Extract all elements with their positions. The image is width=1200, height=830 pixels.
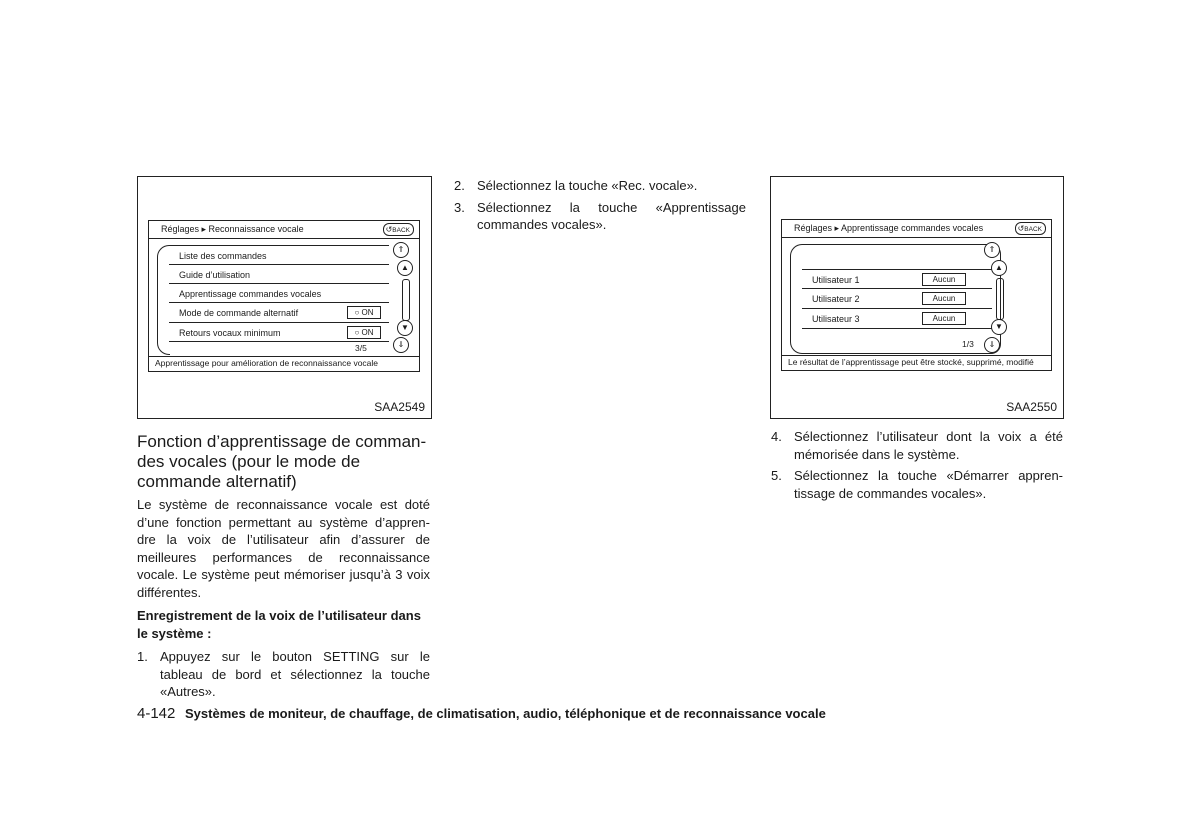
figure-code: SAA2549 <box>374 400 425 414</box>
page-footer <box>137 705 826 722</box>
list-item[interactable]: Utilisateur 3 Aucun <box>802 309 992 329</box>
toggle-on[interactable]: ○ ON <box>347 326 381 339</box>
subheading: Enregistrement de la voix de l’utilisateur dans le système : <box>137 608 421 641</box>
step-item: 2. Sélectionnez la touche «Rec. vocale». <box>454 178 698 193</box>
user-status: Aucun <box>922 273 966 286</box>
list-item[interactable]: Utilisateur 2 Aucun <box>802 289 992 309</box>
screen-footer: Le résultat de l’apprentissage peut être stocké, supprimé, modifié <box>782 355 1051 370</box>
screen-header <box>149 221 419 239</box>
back-arrow-icon: ↺ <box>1017 224 1025 233</box>
section-heading: Fonction d’apprentissage de comman- des vocales (pour le mode de commande alternatif) <box>137 432 427 491</box>
indicator-icon: ○ <box>354 308 360 317</box>
page-up-icon[interactable]: ⇑ <box>393 242 409 258</box>
list-item[interactable]: Liste des commandes <box>169 245 389 265</box>
scroll-up-icon[interactable]: ▲ <box>991 260 1007 276</box>
list-item[interactable]: Retours vocaux minimum ○ ON <box>169 323 389 342</box>
page-indicator: 1/3 <box>962 339 974 349</box>
scrollbar[interactable] <box>996 278 1004 320</box>
indicator-icon: ○ <box>354 328 360 337</box>
steps-list <box>771 428 1063 502</box>
list-item[interactable]: Mode de commande alternatif ○ ON <box>169 303 389 323</box>
scroll-up-icon[interactable]: ▲ <box>397 260 413 276</box>
steps-list <box>454 177 746 234</box>
step-item: 4. Sélectionnez l’utilisateur dont la voix a été mémorisée dans le système. <box>771 429 1063 462</box>
scroll-down-icon[interactable]: ▼ <box>991 319 1007 335</box>
figure-code: SAA2550 <box>1006 400 1057 414</box>
scrollbar[interactable] <box>402 279 410 321</box>
page-down-icon[interactable]: ⇓ <box>984 337 1000 353</box>
page-number: 4-142 <box>137 705 176 722</box>
screen-display <box>148 220 420 372</box>
middle-column <box>454 177 746 238</box>
page-indicator: 3/5 <box>355 343 367 353</box>
back-button[interactable]: ↺BACK <box>1015 222 1046 235</box>
back-button[interactable]: ↺BACK <box>383 223 414 236</box>
toggle-on[interactable]: ○ ON <box>347 306 381 319</box>
figure-voice-training <box>770 176 1064 419</box>
list-item[interactable]: Guide d’utilisation <box>169 265 389 284</box>
menu-list <box>169 245 389 353</box>
screen-display <box>781 219 1052 371</box>
step-item: 1. Appuyez sur le bouton SETTING sur le tableau de bord et sélectionnez la touche «Autres». <box>137 649 430 699</box>
screen-title: Réglages ▸ Reconnaissance vocale <box>161 224 304 234</box>
user-list <box>802 244 1001 354</box>
right-column <box>771 428 1063 506</box>
page-down-icon[interactable]: ⇓ <box>393 337 409 353</box>
back-arrow-icon: ↺ <box>385 225 393 234</box>
step-item: 5. Sélectionnez la touche «Démarrer appren-tissage de commandes vocales». <box>771 468 1063 501</box>
screen-title: Réglages ▸ Apprentissage commandes vocales <box>794 223 984 233</box>
steps-list <box>137 648 430 701</box>
user-status: Aucun <box>922 312 966 325</box>
step-item: 3. Sélectionnez la touche «Apprentissage commandes vocales». <box>454 199 746 232</box>
screen-header <box>782 220 1051 238</box>
figure-voice-recognition-settings <box>137 176 432 419</box>
list-item[interactable]: Apprentissage commandes vocales <box>169 284 389 303</box>
user-status: Aucun <box>922 292 966 305</box>
intro-paragraph: Le système de reconnaissance vocale est doté d’une fonction permettant au système d’appren-dre la voix de l’utilisateur afin d’assurer de meilleures performances de reconnaissance vocale. Le système peut mémoriser jusqu’à 3 voix différentes. <box>137 497 430 600</box>
screen-footer: Apprentissage pour amélioration de reconnaissance vocale <box>149 356 419 371</box>
left-column <box>137 432 430 705</box>
page-up-icon[interactable]: ⇑ <box>984 242 1000 258</box>
list-item[interactable]: Utilisateur 1 Aucun <box>802 269 992 289</box>
scroll-down-icon[interactable]: ▼ <box>397 320 413 336</box>
section-title: Systèmes de moniteur, de chauffage, de climatisation, audio, téléphonique et de reconnaissance vocale <box>185 706 826 721</box>
